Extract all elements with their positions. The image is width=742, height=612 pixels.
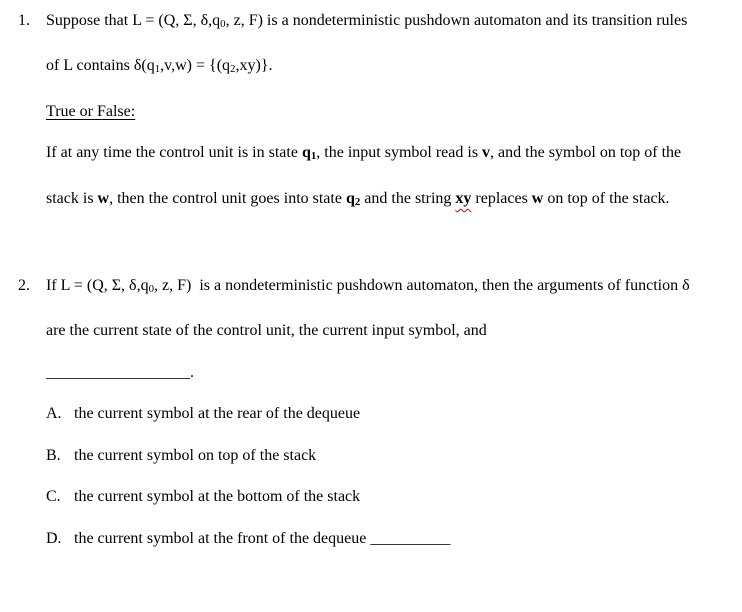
question-1-number: 1. (18, 12, 30, 29)
question-1-body (46, 0, 694, 223)
question-2-body (46, 265, 694, 559)
option-b-label: B. (46, 446, 61, 464)
question-1-statement: If at any time the control unit is in state q1, the input symbol read is v, and the symbol on top of the stack is w, then the control unit goes into state q2 and the string xy replaces w on top of the stack. (46, 144, 686, 208)
option-d-label: D. (46, 529, 62, 547)
question-2 (18, 265, 742, 559)
question-2-intro: If L = (Q, Σ, δ,q0, z, F) is a nondeterministic pushdown automaton, then the arguments of function δ are the current state of the control unit, the current input symbol, and (46, 276, 694, 340)
option-b-text: the current symbol on top of the stack (74, 446, 317, 464)
option-a-text: the current symbol at the rear of the dequeue (74, 405, 361, 423)
option-d-text: the current symbol at the front of the dequeue __________ (74, 529, 451, 547)
question-1 (18, 0, 742, 223)
true-or-false-heading: True or False: (46, 102, 136, 120)
option-d (46, 518, 694, 560)
question-1-intro: Suppose that L = (Q, Σ, δ,q0, z, F) is a nondeterministic pushdown automaton and its transition rules of L contains δ(q1,v,w) = {(q2,xy)}. (46, 12, 692, 76)
question-2-answer-blank: __________________. (46, 363, 194, 381)
option-c (46, 476, 694, 518)
option-c-text: the current symbol at the bottom of the stack (74, 488, 361, 506)
option-a (46, 393, 694, 435)
option-a-label: A. (46, 405, 62, 423)
option-b (46, 435, 694, 477)
option-c-label: C. (46, 488, 61, 506)
question-2-number: 2. (18, 276, 30, 294)
